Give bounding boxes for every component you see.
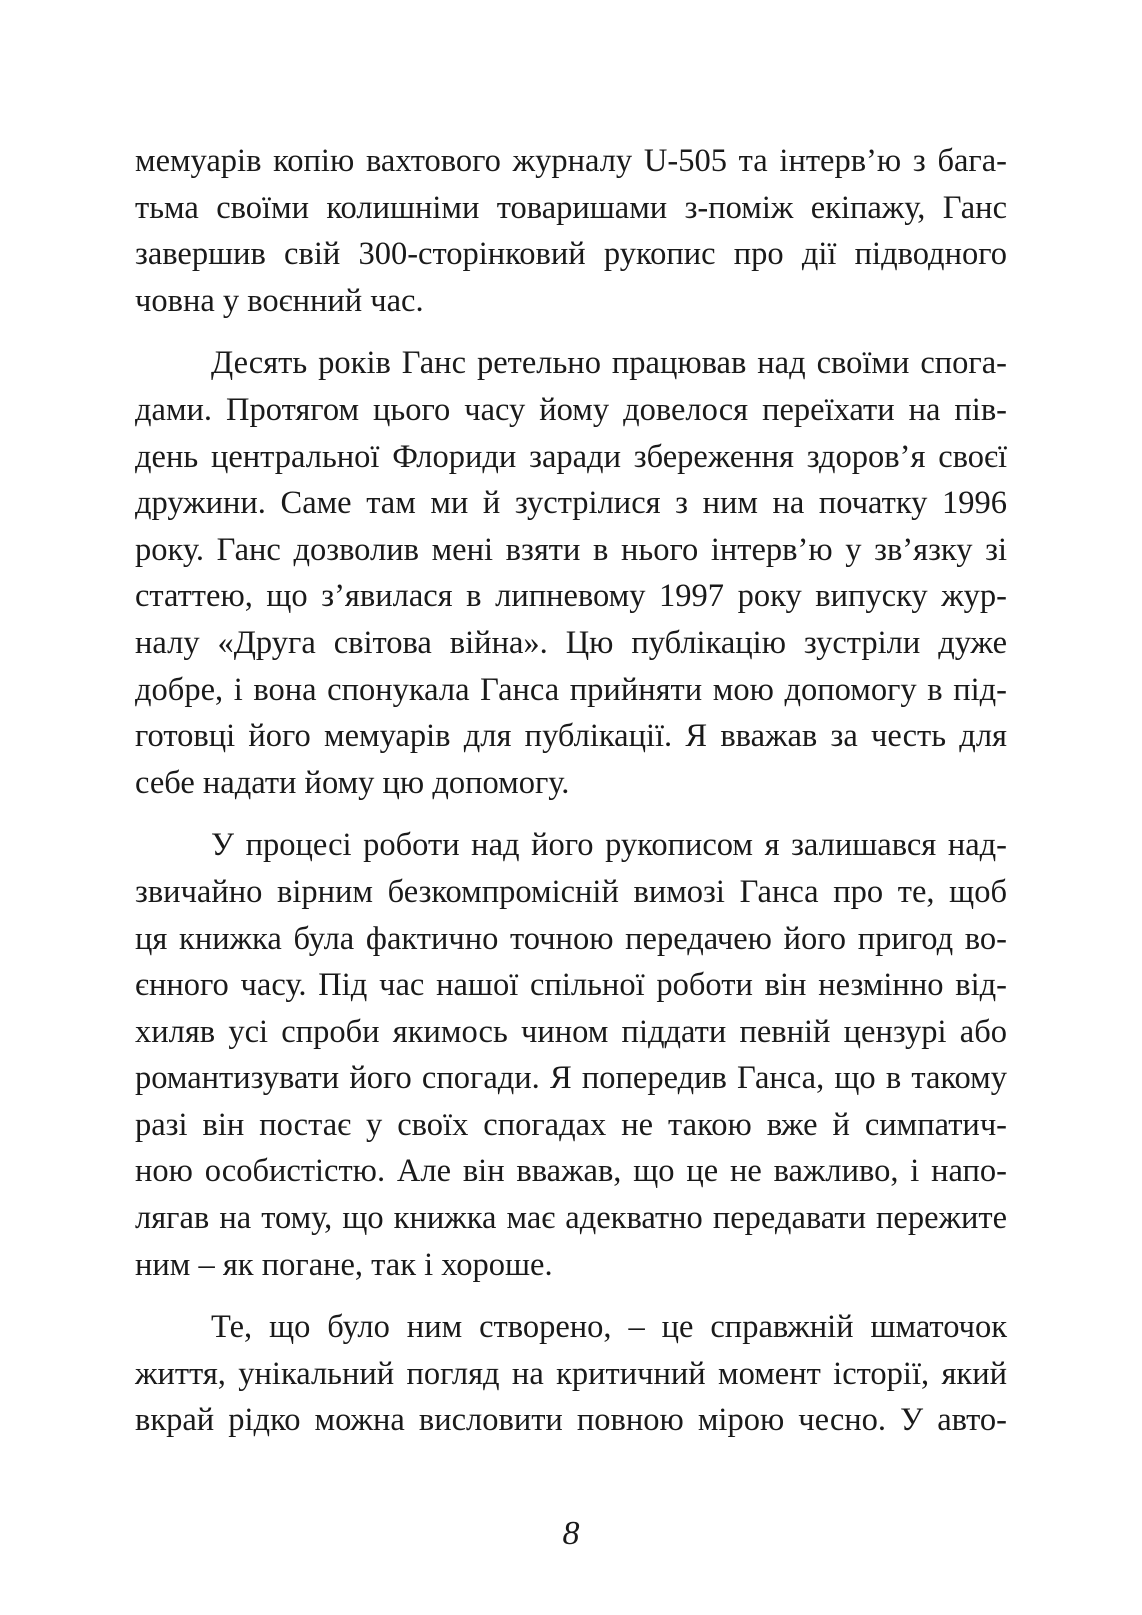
page-number: 8: [562, 1515, 580, 1552]
text-line: ця книжка була фактично точною передачею його пригод во-: [135, 920, 1007, 957]
body-text: [135, 138, 1007, 1444]
text-line: року. Ганс дозволив мені взяти в нього інтерв’ю у зв’язку зі: [135, 531, 1007, 568]
text-line: вкрай рідко можна висловити повною мірою чесно. У авто-: [135, 1402, 1007, 1439]
text-line: готовці його мемуарів для публікації. Я вважав за честь для: [135, 718, 1007, 755]
text-line: романтизувати його спогади. Я попередив Ганса, що в такому: [135, 1060, 1007, 1097]
text-line: завершив свій 300-сторінковий рукопис про дії підводного: [135, 236, 1007, 273]
text-line: мемуарів копію вахтового журналу U-505 та інтерв’ю з бага-: [135, 143, 1007, 179]
text-line: Те, що було ним створено, – це справжній шматочок: [211, 1309, 1007, 1346]
text-line: ною особистістю. Але він вважав, що це не важливо, і напо-: [135, 1153, 1007, 1190]
text-line: дружини. Саме там ми й зустрілися з ним на початку 1996: [135, 485, 1007, 522]
paragraph-4: [135, 1304, 1007, 1444]
text-line: разі він постає у своїх спогадах не такою вже й симпатич-: [135, 1106, 1007, 1143]
text-line: хиляв усі спроби якимось чином піддати певній цензурі або: [135, 1013, 1007, 1050]
text-line: себе надати йому цю допомогу.: [135, 764, 570, 801]
text-line: статтею, що з’явилася в липневому 1997 року випуску жур-: [135, 578, 1007, 615]
text-line: тьма своїми колишніми товаришами з-поміж екіпажу, Ганс: [135, 189, 1007, 226]
paragraph-3: [135, 822, 1007, 1288]
text-line: лягав на тому, що книжка має адекватно передавати пережите: [135, 1200, 1007, 1237]
text-line: дами. Протягом цього часу йому довелося переїхати на пів-: [135, 391, 1007, 428]
paragraph-1: [135, 138, 1007, 324]
text-line: добре, і вона спонукала Ганса прийняти мою допомогу в під-: [135, 671, 1007, 708]
text-line: налу «Друга світова війна». Цю публікацію зустріли дуже: [135, 624, 1007, 661]
text-line: звичайно вірним безкомпромісній вимозі Ганса про те, щоб: [135, 873, 1007, 910]
text-line: єнного часу. Під час нашої спільної роботи він незмінно від-: [135, 967, 1007, 1004]
text-line: У процесі роботи над його рукописом я залишався над-: [211, 827, 1007, 864]
text-line: ним – як погане, так і хороше.: [135, 1246, 553, 1283]
paragraph-2: [135, 340, 1007, 806]
text-line: життя, унікальний погляд на критичний момент історії, який: [135, 1355, 1007, 1392]
text-line: день центральної Флориди заради збереження здоров’я своєї: [135, 438, 1007, 475]
text-line: Десять років Ганс ретельно працював над своїми спога-: [211, 345, 1007, 382]
text-line: човна у воєнний час.: [135, 282, 424, 319]
